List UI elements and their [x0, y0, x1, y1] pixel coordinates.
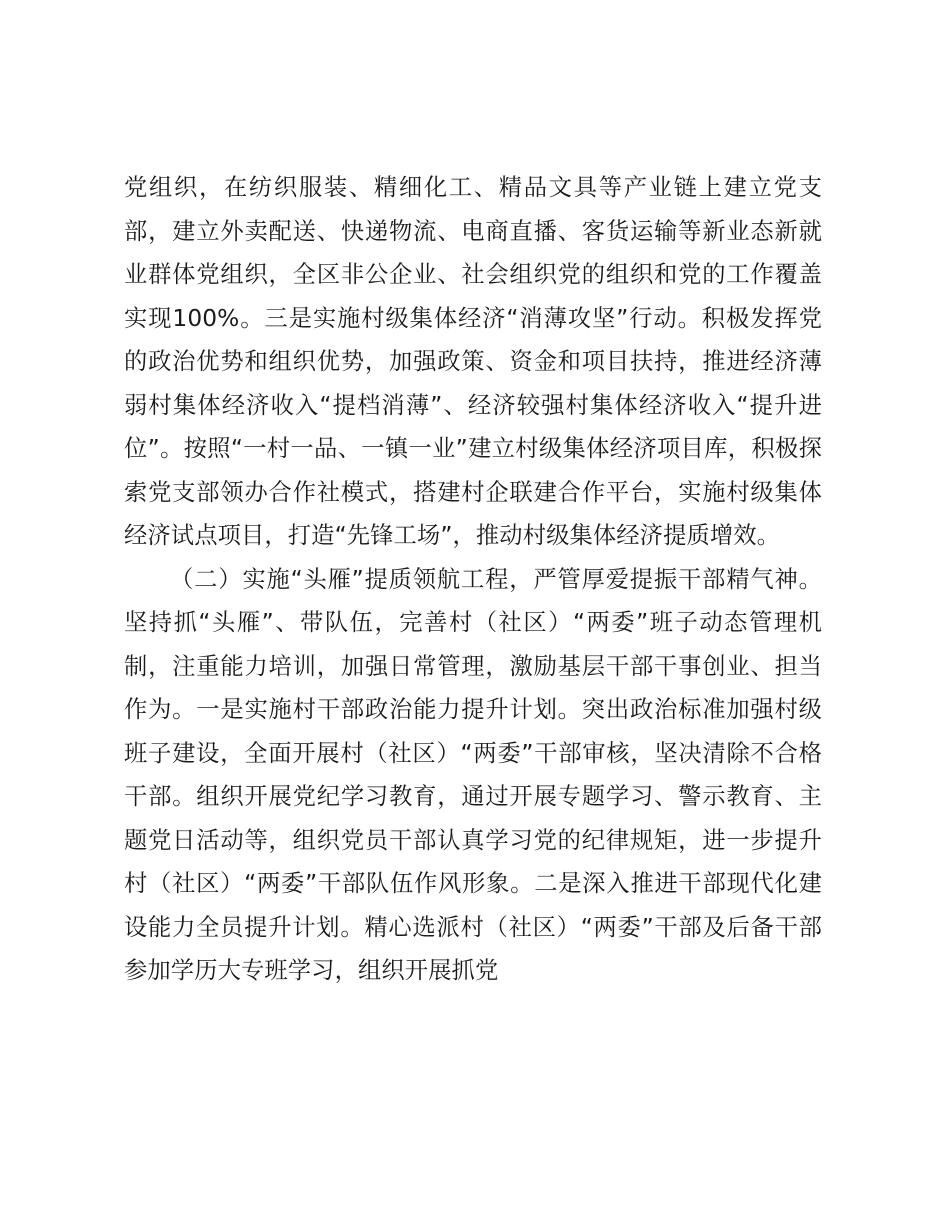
body-paragraph-2: （二）实施“头雁”提质领航工程，严管厚爱提振干部精气神。坚持抓“头雁”、带队伍，完善村（社区）“两委”班子动态管理机制，注重能力培训，加强日常管理，激励基层干部干事创业、担当作为。一是实施村干部政治能力提升计划。突出政治标准加强村级班子建设，全面开展村（社区）“两委”干部审核，坚决清除不合格干部。组织开展党纪学习教育，通过开展专题学习、警示教育、主题党日活动等，组织党员干部认真学习党的纪律规矩，进一步提升村（社区）“两委”干部队伍作风形象。二是深入推进干部现代化建设能力全员提升计划。精心选派村（社区）“两委”干部及后备干部参加学历大专班学习，组织开展抓党: [124, 565, 822, 984]
body-paragraph-1: 党组织，在纺织服装、精细化工、精品文具等产业链上建立党支部，建立外卖配送、快递物流、电商直播、客货运输等新业态新就业群体党组织，全区非公企业、社会组织党的组织和党的工作覆盖实现100%。三是实施村级集体经济“消薄攻坚”行动。积极发挥党的政治优势和组织优势，加强政策、资金和项目扶持，推进经济薄弱村集体经济收入“提档消薄”、经济较强村集体经济收入“提升进位”。按照“一村一品、一镇一业”建立村级集体经济项目库，积极探索党支部领办合作社模式，搭建村企联建合作平台，实施村级集体经济试点项目，打造“先锋工场”，推动村级集体经济提质增效。: [124, 174, 822, 549]
document-page: [124, 166, 822, 993]
